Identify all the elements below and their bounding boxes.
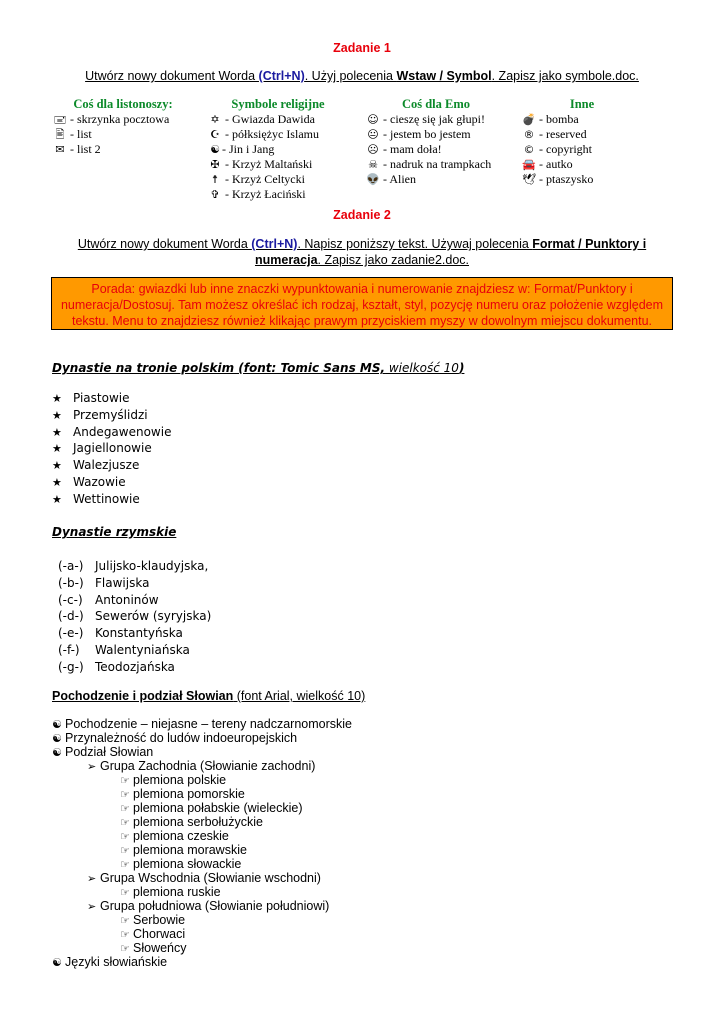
task1-command: Wstaw / Symbol <box>396 69 492 83</box>
symbol-row <box>208 187 348 202</box>
list-item-text: Grupa Zachodnia (Słowianie zachodni) <box>100 759 316 773</box>
symbol-description: - reserved <box>536 127 587 141</box>
symbols-column-header: Coś dla Emo <box>401 97 471 111</box>
list-item <box>58 608 211 625</box>
crescent-icon: ☪ <box>210 128 220 141</box>
list-item <box>52 491 171 508</box>
list-item <box>52 955 352 969</box>
roman-dynasties-heading: Dynastie rzymskie <box>52 525 177 539</box>
symbol-description: - Alien <box>380 172 416 186</box>
maltese-cross-icon: ✠ <box>210 158 220 171</box>
list-item-text: Grupa Wschodnia (Słowianie wschodni) <box>100 871 321 885</box>
symbol-description: - Krzyż Celtycki <box>222 172 305 186</box>
arrowhead-bullet-icon: ➢ <box>87 900 97 913</box>
smiley-icon: ☺ <box>367 113 379 126</box>
list-item <box>58 575 211 592</box>
symbol-row <box>53 142 193 157</box>
star-bullet-icon: ★ <box>52 408 62 422</box>
list-item-marker: (-d-) <box>58 609 84 624</box>
list-item-text: plemiona morawskie <box>133 843 247 857</box>
yin-yang-bullet-icon: ☯ <box>52 732 62 745</box>
task2-instr-part1: Utwórz nowy dokument Worda <box>77 237 252 251</box>
list-item-text: Wazowie <box>73 474 126 489</box>
symbols-column-emo <box>366 97 506 187</box>
pointing-hand-bullet-icon: ☞ <box>120 774 130 787</box>
list-item-marker: (-c-) <box>58 592 83 607</box>
copyright-icon: © <box>523 143 535 156</box>
list-item <box>58 659 211 676</box>
star-bullet-icon: ★ <box>52 475 62 489</box>
task2-shortcut: (Ctrl+N) <box>251 237 298 251</box>
symbol-row <box>208 127 348 142</box>
latin-cross-icon: ✞ <box>210 188 220 201</box>
list-item <box>58 592 211 609</box>
symbols-column-header: Inne <box>569 97 595 111</box>
star-bullet-icon: ★ <box>52 442 62 456</box>
polish-dynasties-heading-end: ) <box>458 361 465 375</box>
symbol-row <box>366 112 506 127</box>
list-item-text: Walentyniańska <box>95 642 190 657</box>
task2-instr-part3: . Zapisz jako zadanie2.doc. <box>317 253 469 267</box>
celtic-cross-icon: ☨ <box>212 173 218 186</box>
symbol-description: - ptaszysko <box>536 172 594 186</box>
list-item-text: Sewerów (syryjska) <box>95 609 212 624</box>
list-item-text: Grupa południowa (Słowianie południowi) <box>100 899 330 913</box>
symbol-row <box>53 112 193 127</box>
pointing-hand-bullet-icon: ☞ <box>120 788 130 801</box>
symbol-description: - copyright <box>536 142 592 156</box>
pointing-hand-bullet-icon: ☞ <box>120 886 130 899</box>
list-item <box>52 801 352 815</box>
list-item-marker: (-f-) <box>58 642 80 657</box>
symbol-description: - autko <box>536 157 573 171</box>
list-item <box>52 815 352 829</box>
list-item-text: plemiona słowackie <box>133 857 242 871</box>
list-item <box>52 885 352 899</box>
pointing-hand-bullet-icon: ☞ <box>120 914 130 927</box>
symbol-row <box>208 157 348 172</box>
list-item-text: Przynależność do ludów indoeuropejskich <box>65 731 298 745</box>
symbol-row <box>522 172 642 187</box>
list-item-text: Piastowie <box>73 391 130 405</box>
list-item <box>52 440 171 457</box>
list-item-text: plemiona polskie <box>133 773 227 787</box>
polish-dynasties-list <box>52 390 171 508</box>
list-item <box>52 731 352 745</box>
list-item-text: Antoninów <box>95 592 159 607</box>
list-item <box>52 899 352 913</box>
symbol-description: - cieszę się jak głupi! <box>380 112 485 126</box>
symbol-description: - mam doła! <box>380 142 442 156</box>
list-item-text: Wettinowie <box>73 491 140 506</box>
task2-instruction-text <box>78 237 646 267</box>
list-item-marker: (-g-) <box>58 659 84 674</box>
symbol-description: - Jin i Jang <box>222 142 275 156</box>
symbol-description: - Gwiazda Dawida <box>222 112 315 126</box>
task1-title: Zadanie 1 <box>333 41 391 55</box>
yin-yang-bullet-icon: ☯ <box>52 746 62 759</box>
car-icon: 🚘 <box>522 158 536 171</box>
polish-dynasties-heading-bold: Dynastie na tronie polskim (font: Tomic Sans MS, <box>52 361 386 375</box>
symbol-row <box>522 127 642 142</box>
symbol-description: - jestem bo jestem <box>380 127 471 141</box>
task2-command: Format / Punktory i numeracja <box>254 237 647 267</box>
roman-dynasties-list <box>58 558 211 676</box>
symbol-description: - nadruk na trampkach <box>380 157 492 171</box>
symbols-column-header: Symbole religijne <box>231 97 325 111</box>
list-item <box>52 913 352 927</box>
list-item <box>52 773 352 787</box>
list-item-marker: (-b-) <box>58 575 84 590</box>
list-item-text: Jagiellonowie <box>73 441 152 456</box>
task1-instruction <box>60 68 664 84</box>
registered-icon: ® <box>523 128 535 141</box>
list-item-text: Przemyślidzi <box>73 407 148 422</box>
polish-dynasties-heading <box>52 361 464 375</box>
list-item <box>52 843 352 857</box>
list-item-marker: (-e-) <box>58 626 84 641</box>
slavs-heading-bold: Pochodzenie i podział Słowian <box>52 689 234 703</box>
skull-icon: ☠ <box>368 158 378 171</box>
symbol-description: - skrzynka pocztowa <box>67 112 170 126</box>
symbol-row <box>53 127 193 142</box>
symbol-row <box>208 172 348 187</box>
task2-instruction <box>60 236 664 268</box>
list-item-text: Julijsko-klaudyjska, <box>95 559 209 573</box>
list-item-text: plemiona czeskie <box>133 829 229 843</box>
list-item <box>52 745 352 759</box>
slavs-list <box>52 717 352 969</box>
list-item-text: plemiona ruskie <box>133 885 221 899</box>
list-item-text: plemiona pomorskie <box>133 787 245 801</box>
yin-yang-bullet-icon: ☯ <box>52 956 62 969</box>
symbol-description: - list 2 <box>67 142 101 156</box>
list-item <box>52 857 352 871</box>
list-item-text: Podział Słowian <box>65 745 154 759</box>
list-item <box>52 457 171 474</box>
list-item-text: plemiona serbołużyckie <box>133 815 263 829</box>
symbol-description: - półksiężyc Islamu <box>222 127 319 141</box>
list-item-text: Pochodzenie – niejasne – tereny nadczarnomorskie <box>65 717 352 731</box>
list-item <box>58 625 211 642</box>
symbol-description: - bomba <box>536 112 579 126</box>
pointing-hand-bullet-icon: ☞ <box>120 830 130 843</box>
alien-icon: 👽 <box>366 173 380 186</box>
symbol-description: - Krzyż Maltański <box>222 157 313 171</box>
symbol-row <box>522 142 642 157</box>
symbol-description: - Krzyż Łaciński <box>222 187 306 201</box>
pointing-hand-bullet-icon: ☞ <box>120 816 130 829</box>
task1-instr-part1: Utwórz nowy dokument Worda <box>85 69 259 83</box>
tip-box: Porada: gwiazdki lub inne znaczki wypunktowania i numerowanie znajdziesz w: Format/Punktory i numeracja/Dostosuj. Tam możesz określać ich rodzaj, kształt, styl, pozycję numeru oraz położenie względem tekstu. Menu to znajdziesz również klikając prawym przyciskiem myszy w dowolnym miejscu dokumentu. <box>51 277 673 330</box>
list-item-text: Flawijska <box>95 575 150 590</box>
neutral-face-icon: 😐 <box>367 128 379 141</box>
symbols-column-postman <box>53 97 193 157</box>
symbols-column-other <box>522 97 642 187</box>
bomb-icon: 💣 <box>522 113 536 126</box>
list-item-text: Chorwaci <box>133 927 186 941</box>
list-item-text: Serbowie <box>133 913 186 927</box>
list-item <box>58 558 211 575</box>
pointing-hand-bullet-icon: ☞ <box>120 928 130 941</box>
symbol-description: - list <box>67 127 92 141</box>
list-item-text: Andegawenowie <box>73 424 172 439</box>
letter-icon: 🖹 <box>55 128 65 141</box>
symbol-row <box>522 157 642 172</box>
list-item <box>52 717 352 731</box>
task2-instr-part2: . Napisz poniższy tekst. Używaj polecenia <box>297 237 533 251</box>
list-item-text: Konstantyńska <box>95 626 183 641</box>
star-bullet-icon: ★ <box>52 459 62 473</box>
task1-instruction-text <box>85 69 639 83</box>
polish-dynasties-heading-light: wielkość 10 <box>385 361 459 375</box>
symbol-row <box>366 172 506 187</box>
yin-yang-icon: ☯ <box>210 143 220 156</box>
arrowhead-bullet-icon: ➢ <box>87 760 97 773</box>
envelope-icon: ✉ <box>55 143 65 156</box>
star-bullet-icon: ★ <box>52 492 62 506</box>
list-item <box>52 787 352 801</box>
task1-instr-part2: . Użyj polecenia <box>304 69 397 83</box>
symbol-row <box>366 157 506 172</box>
list-item <box>52 390 171 407</box>
task1-instr-part3: . Zapisz jako symbole.doc. <box>491 69 639 83</box>
pointing-hand-bullet-icon: ☞ <box>120 844 130 857</box>
list-item <box>52 424 171 441</box>
list-item <box>58 642 211 659</box>
list-item-text: Słoweńcy <box>133 941 187 955</box>
list-item <box>52 941 352 955</box>
list-item-text: Języki słowiańskie <box>65 955 168 969</box>
list-item <box>52 871 352 885</box>
list-item <box>52 759 352 773</box>
list-item-text: Teodozjańska <box>95 659 175 674</box>
symbols-column-religious <box>208 97 348 202</box>
symbols-column-header: Coś dla listonoszy: <box>73 97 173 111</box>
arrowhead-bullet-icon: ➢ <box>87 872 97 885</box>
star-bullet-icon: ★ <box>52 392 62 405</box>
symbol-row <box>208 142 348 157</box>
star-bullet-icon: ★ <box>52 425 62 439</box>
list-item <box>52 927 352 941</box>
list-item-text: plemiona połabskie (wieleckie) <box>133 801 303 815</box>
list-item <box>52 407 171 424</box>
symbol-row <box>208 112 348 127</box>
mailbox-icon: 🖃 <box>53 113 67 126</box>
bird-icon: 🕊 <box>522 173 536 186</box>
task2-title: Zadanie 2 <box>333 208 391 222</box>
list-item-marker: (-a-) <box>58 559 84 573</box>
slavs-heading <box>52 689 365 703</box>
task1-shortcut: (Ctrl+N) <box>258 69 305 83</box>
yin-yang-bullet-icon: ☯ <box>52 718 62 731</box>
list-item <box>52 829 352 843</box>
sad-face-icon: ☹ <box>367 143 379 156</box>
pointing-hand-bullet-icon: ☞ <box>120 942 130 955</box>
symbol-row <box>522 112 642 127</box>
list-item-text: Walezjusze <box>73 458 140 473</box>
list-item <box>52 474 171 491</box>
symbol-row <box>366 127 506 142</box>
pointing-hand-bullet-icon: ☞ <box>120 802 130 815</box>
star-of-david-icon: ✡ <box>210 113 220 126</box>
pointing-hand-bullet-icon: ☞ <box>120 858 130 871</box>
symbol-row <box>366 142 506 157</box>
slavs-heading-rest: (font Arial, wielkość 10) <box>233 689 366 703</box>
